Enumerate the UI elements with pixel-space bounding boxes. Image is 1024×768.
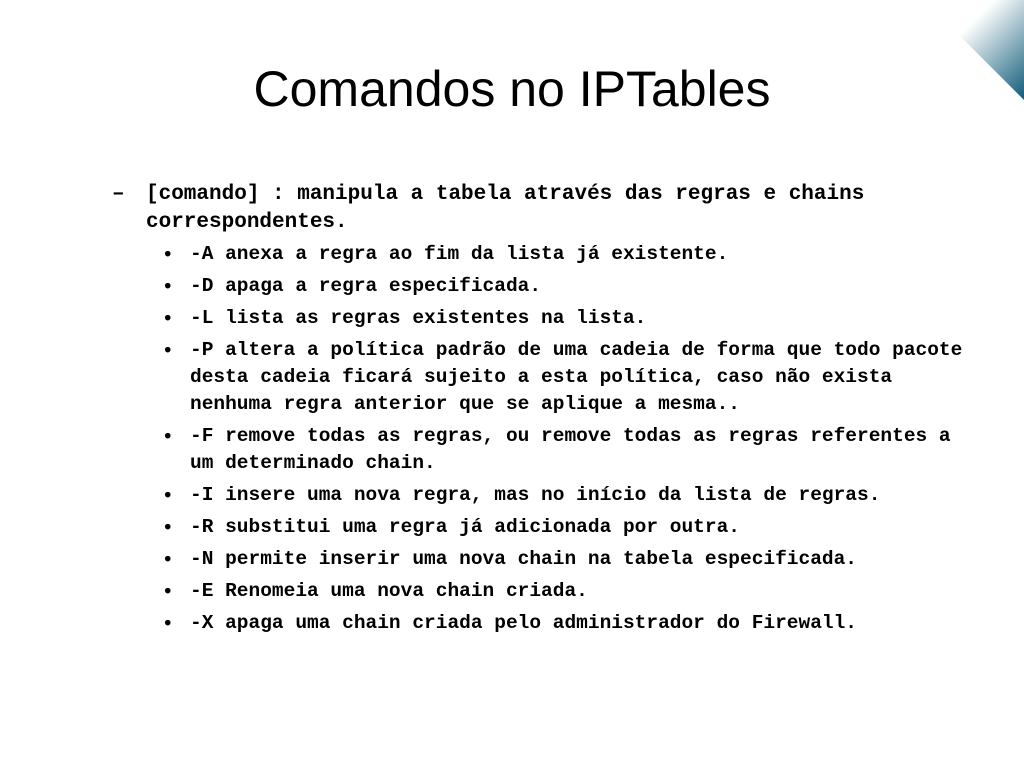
list-item [162,305,974,332]
list-item [162,482,974,509]
list-item [162,423,974,477]
list-item-text: -X apaga uma chain criada pelo administrador do Firewall. [190,612,858,634]
main-point-text: [comando] : manipula a tabela através das regras e chains correspondentes. [146,183,865,234]
dash-marker: – [112,183,125,206]
list-item [162,546,974,573]
bullet-icon: • [162,516,174,539]
bullet-icon: • [162,275,174,298]
slide-title: Comandos no IPTables [253,61,771,117]
bullet-icon: • [162,580,174,603]
command-list [112,241,972,637]
list-item-text: -L lista as regras existentes na lista. [190,307,647,329]
list-item-text: -I insere uma nova regra, mas no início da lista de regras. [190,484,881,506]
list-item-text: -A anexa a regra ao fim da lista já existente. [190,243,729,265]
bullet-icon: • [162,484,174,507]
list-item-text: -F remove todas as regras, ou remove todas as regras referentes a um determinado chain. [190,425,951,474]
list-item [162,610,974,637]
list-item [162,514,974,541]
slide-content [112,181,972,642]
bullet-icon: • [162,425,174,448]
list-item-text: -R substitui uma regra já adicionada por outra. [190,516,740,538]
list-item [162,273,974,300]
bullet-icon: • [162,548,174,571]
bullet-icon: • [162,243,174,266]
list-item-text: -D apaga a regra especificada. [190,275,542,297]
bullet-icon: • [162,307,174,330]
list-item [162,578,974,605]
list-item-text: -N permite inserir uma nova chain na tabela especificada. [190,548,858,570]
main-point [112,181,972,237]
list-item-text: -E Renomeia uma nova chain criada. [190,580,588,602]
list-item-text: -P altera a política padrão de uma cadeia de forma que todo pacote desta cadeia ficará sujeito a esta política, caso não exista nenhuma regra anterior que se aplique a mesma.. [190,339,963,415]
bullet-icon: • [162,612,174,635]
list-item [162,337,974,418]
bullet-icon: • [162,339,174,362]
list-item [162,241,974,268]
